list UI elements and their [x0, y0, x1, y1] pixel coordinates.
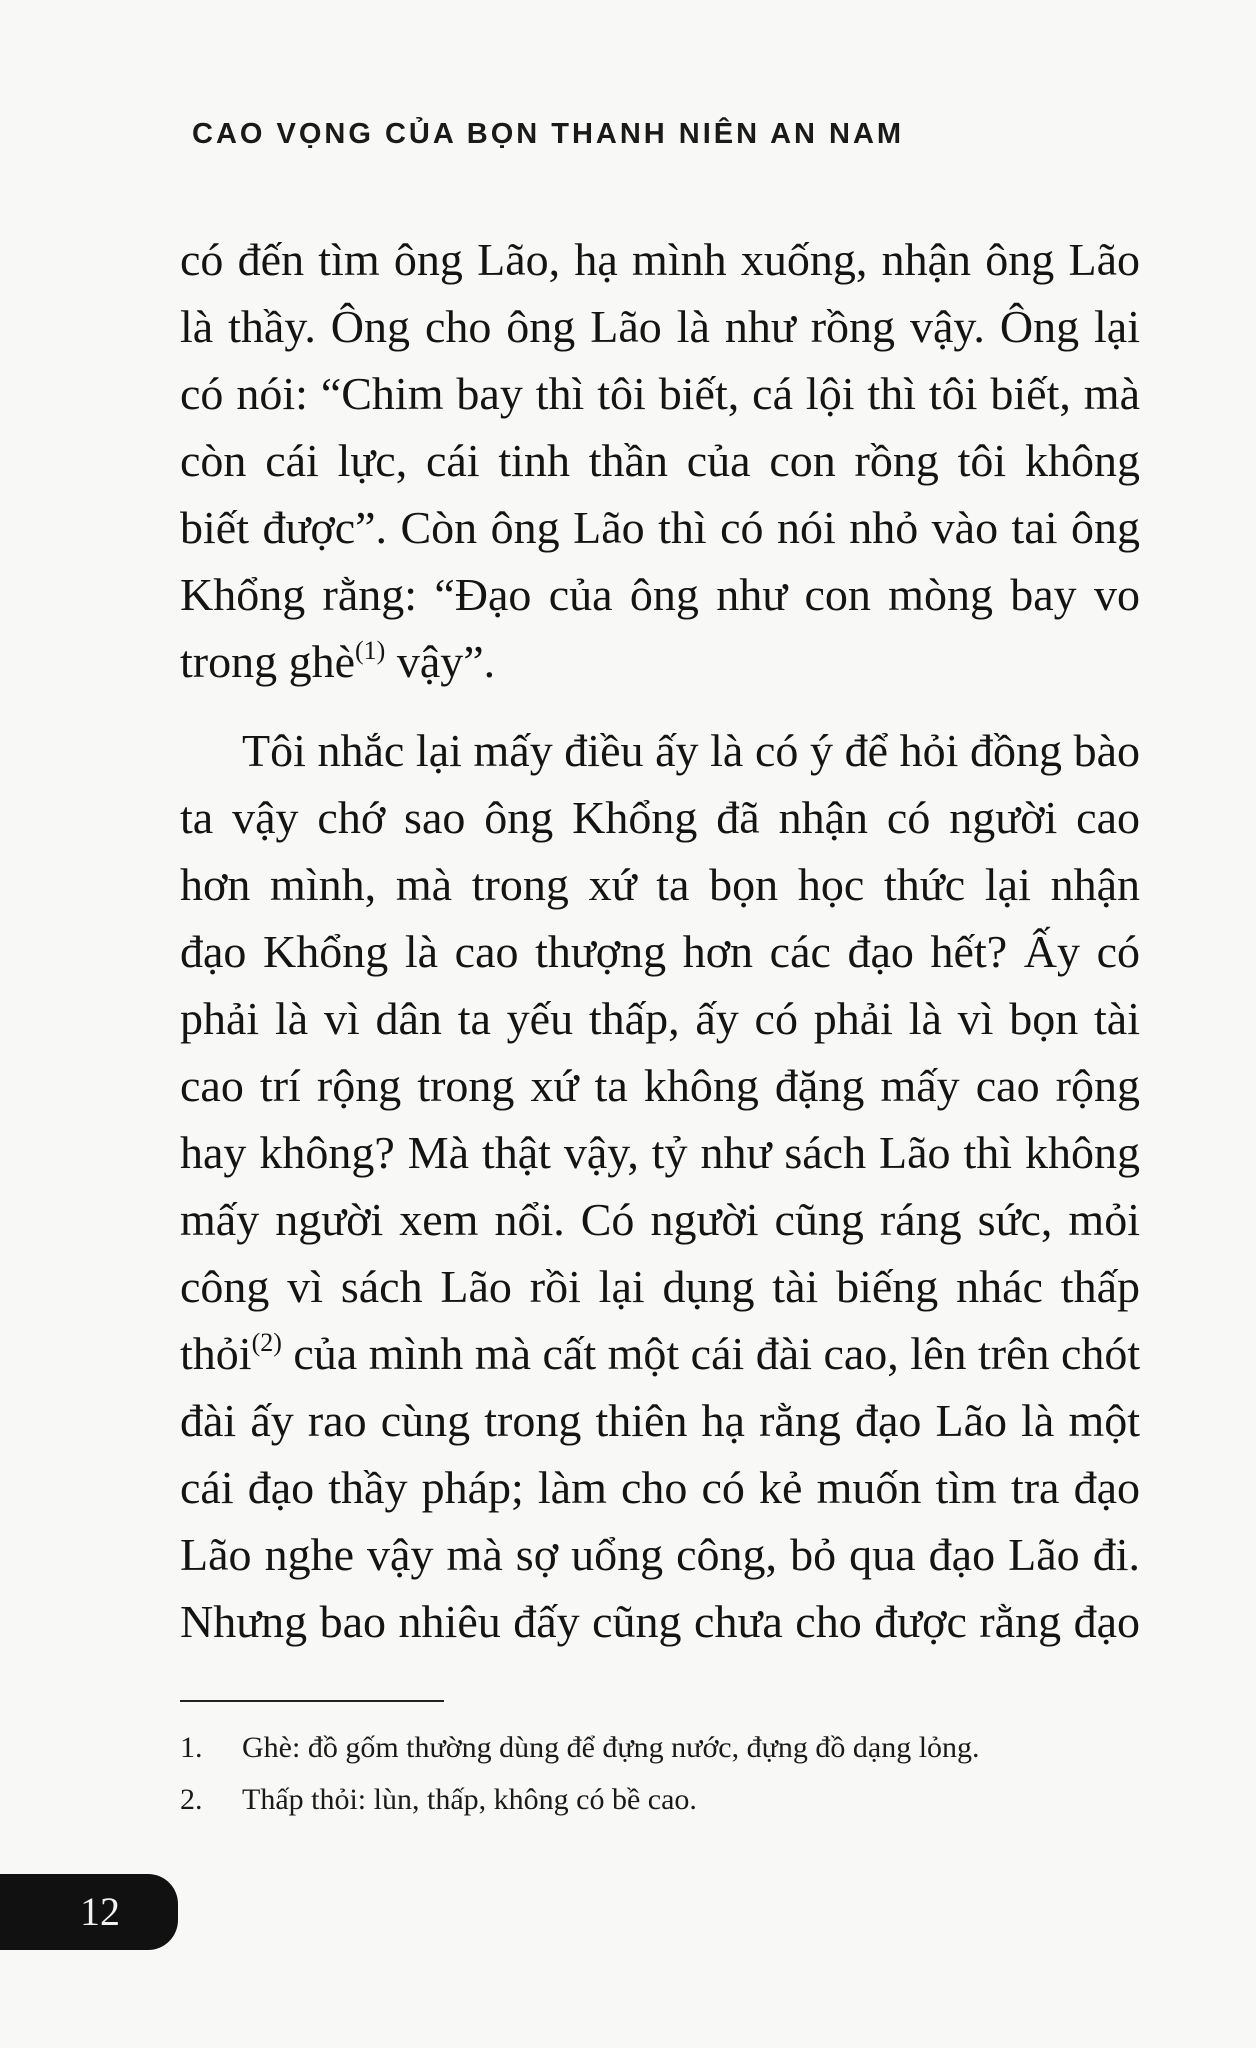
- footnote-number: 2.: [180, 1783, 203, 1816]
- footnotes: [180, 1722, 1140, 1826]
- text-line: phải là vì dân ta yếu thấp, ấy có phải là vì bọn tài: [180, 993, 1140, 1044]
- paragraph-2: [180, 717, 1140, 1655]
- paragraph-1: [180, 226, 1140, 695]
- text-line: còn cái lực, cái tinh thần của con rồng tôi không: [180, 435, 1140, 486]
- footnote-divider: [180, 1700, 444, 1702]
- text-line: ta vậy chớ sao ông Khổng đã nhận có người cao: [180, 792, 1140, 843]
- text-fragment: trong ghè: [180, 636, 356, 687]
- running-head: CAO VỌNG CỦA BỌN THANH NIÊN AN NAM: [192, 118, 905, 150]
- footnote-number: 1.: [180, 1731, 203, 1764]
- body-text: [180, 226, 1140, 1655]
- text-line: hơn mình, mà trong xứ ta bọn học thức lại nhận: [180, 859, 1140, 910]
- text-line: [180, 628, 1140, 695]
- text-line: [180, 1320, 1140, 1387]
- text-line: là thầy. Ông cho ông Lão là như rồng vậy. Ông lại: [180, 301, 1140, 352]
- text-line: biết được”. Còn ông Lão thì có nói nhỏ vào tai ông: [180, 502, 1140, 553]
- text-line: Lão nghe vậy mà sợ uổng công, bỏ qua đạo Lão đi.: [180, 1529, 1140, 1580]
- footnote-ref-2: (2): [251, 1328, 282, 1357]
- text-fragment: vậy”.: [385, 636, 496, 687]
- text-line: cái đạo thầy pháp; làm cho có kẻ muốn tìm tra đạo: [180, 1462, 1140, 1513]
- text-line: cao trí rộng trong xứ ta không đặng mấy cao rộng: [180, 1060, 1140, 1111]
- text-line: đạo Khổng là cao thượng hơn các đạo hết? Ấy có: [180, 926, 1140, 977]
- text-line: mấy người xem nổi. Có người cũng ráng sức, mỏi: [180, 1194, 1140, 1245]
- page-number: 12: [80, 1889, 120, 1934]
- footnote-ref-1: (1): [355, 636, 386, 665]
- text-line: Khổng rằng: “Đạo của ông như con mòng bay vo: [180, 569, 1140, 620]
- footnote-text: Ghè: đồ gốm thường dùng để đựng nước, đựng đồ dạng lỏng.: [242, 1731, 980, 1764]
- text-line: hay không? Mà thật vậy, tỷ như sách Lão thì không: [180, 1127, 1140, 1178]
- page-number-tab: [0, 1874, 178, 1950]
- text-line: có nói: “Chim bay thì tôi biết, cá lội thì tôi biết, mà: [180, 368, 1140, 419]
- text-line: đài ấy rao cùng trong thiên hạ rằng đạo Lão là một: [180, 1395, 1140, 1446]
- text-fragment: thỏi: [180, 1328, 252, 1379]
- footnote-1: [180, 1722, 1140, 1774]
- text-line: Tôi nhắc lại mấy điều ấy là có ý để hỏi đồng bào: [242, 725, 1140, 776]
- footnote-text: Thấp thỏi: lùn, thấp, không có bề cao.: [242, 1783, 697, 1816]
- text-line: Nhưng bao nhiêu đấy cũng chưa cho được rằng đạo: [180, 1596, 1140, 1647]
- text-line: công vì sách Lão rồi lại dụng tài biếng nhác thấp: [180, 1261, 1140, 1312]
- footnote-2: [180, 1774, 1140, 1826]
- text-line: có đến tìm ông Lão, hạ mình xuống, nhận ông Lão: [180, 234, 1140, 285]
- text-fragment: của mình mà cất một cái đài cao, lên trên chót: [281, 1328, 1141, 1379]
